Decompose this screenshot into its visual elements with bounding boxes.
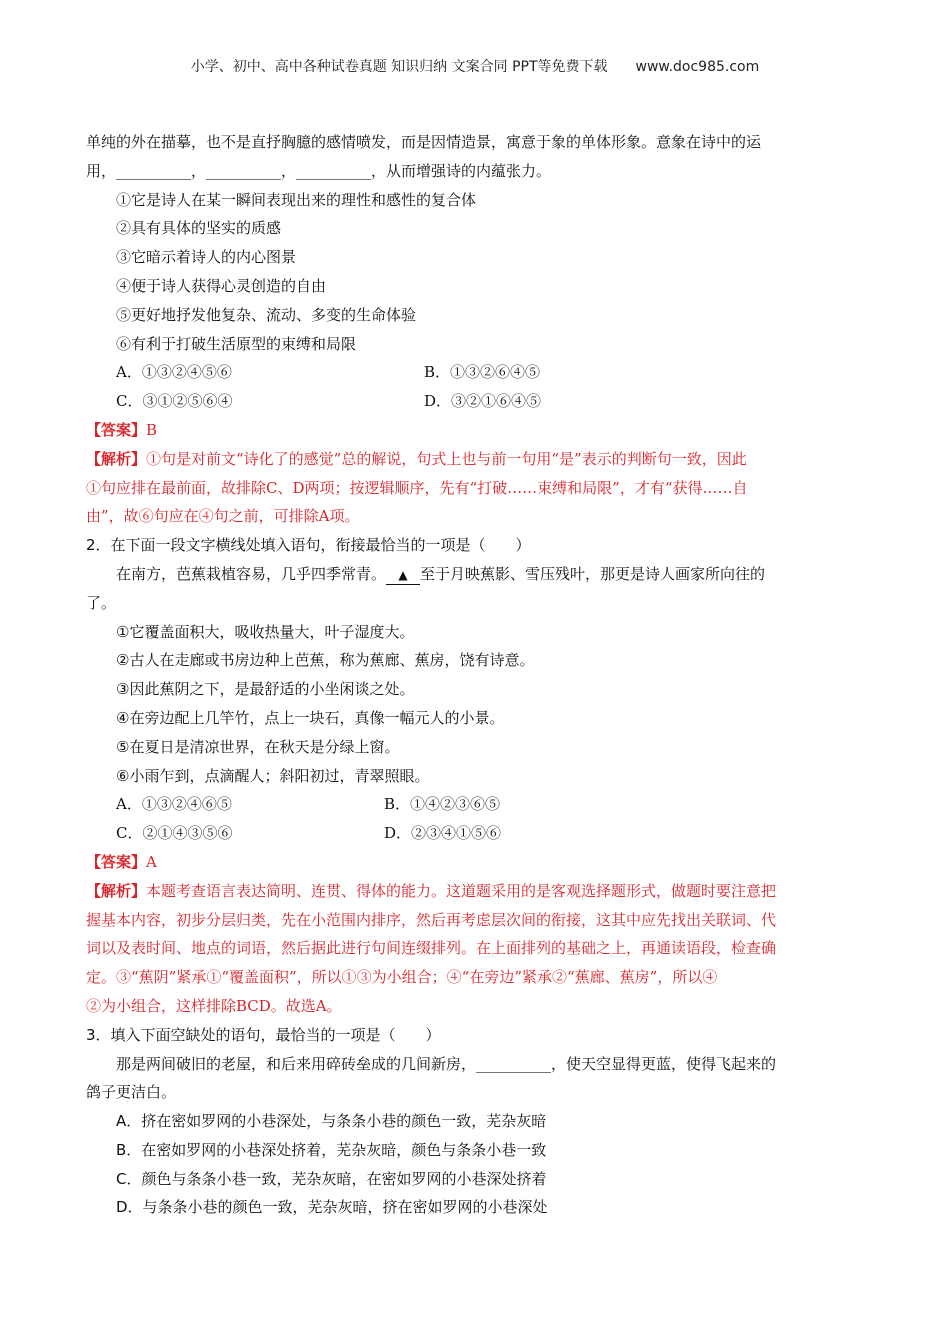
q1-analysis-line-1 — [86, 445, 864, 474]
q2-analysis-tag: 【解析】 — [86, 881, 147, 900]
header-text: 小学、初中、高中各种试卷真题 知识归纳 文案合同 PPT等免费下载 — [190, 59, 608, 75]
q2-passage-line-1 — [86, 560, 864, 589]
q2-analysis-line-2: 握基本内容，初步分层归类，先在小范围内排序，然后再考虑层次间的衔接，这其中应先找出关联词、代 — [86, 910, 777, 929]
q2-item-5: ⑤在夏日是清凉世界，在秋天是分绿上窗。 — [116, 737, 400, 756]
q2-option-b: B．①④②③⑥⑤ — [384, 795, 501, 814]
q1-item-4: ④便于诗人获得心灵创造的自由 — [116, 276, 327, 295]
q2-options-row-1 — [86, 790, 864, 819]
q1-option-b: B．①③②⑥④⑤ — [424, 363, 541, 382]
q1-answer-value: B — [146, 420, 158, 439]
q2-item-6: ⑥小雨乍到，点滴醒人；斜阳初过，青翠照眼。 — [116, 766, 430, 785]
q2-item-4: ④在旁边配上几竿竹，点上一块石，真像一幅元人的小景。 — [116, 708, 505, 727]
q1-options-row-1 — [86, 358, 864, 387]
q1-analysis-line-2: ①句应排在最前面，故排除C、D两项；按逻辑顺序，先有“打破……束缚和局限”，才有“获得……自 — [86, 478, 748, 497]
q2-options-row-2 — [86, 819, 864, 848]
q2-passage-b: 至于月映蕉影、雪压残叶，那更是诗人画家所向往的 — [420, 564, 766, 583]
q1-option-c: C．③①②⑤⑥④ — [116, 392, 233, 411]
q2-passage-a: 在南方，芭蕉栽植容易，几乎四季常青。 — [116, 564, 387, 583]
q2-item-2: ②古人在走廊或书房边种上芭蕉，称为蕉廊、蕉房，饶有诗意。 — [116, 651, 535, 670]
q1-options-row-2 — [86, 387, 864, 416]
page-header — [0, 56, 950, 76]
q1-option-a: A．①③②④⑤⑥ — [116, 363, 232, 382]
q1-analysis-line-3: 由”，故⑥句应在④句之前，可排除A项。 — [86, 507, 360, 526]
header-url[interactable]: www.doc985.com — [635, 59, 760, 75]
q2-option-c: C．②①④③⑤⑥ — [116, 824, 233, 843]
q2-analysis-line-3: 词以及表时间、地点的词语，然后据此进行句间连缀排列。在上面排列的基础之上，再通读语段，检查确 — [86, 939, 777, 958]
q1-item-1: ①它是诗人在某一瞬间表现出来的理性和感性的复合体 — [116, 190, 477, 209]
q2-answer — [86, 848, 864, 877]
q2-item-1: ①它覆盖面积大，吸收热量大，叶子湿度大。 — [116, 622, 415, 641]
q1-item-5: ⑤更好地抒发他复杂、流动、多变的生命体验 — [116, 305, 417, 324]
q2-answer-value: A — [146, 852, 157, 871]
q3-option-c: C．颜色与条条小巷一致，芜杂灰暗，在密如罗网的小巷深处挤着 — [116, 1169, 547, 1188]
q2-stem: 2．在下面一段文字横线处填入语句，衔接最恰当的一项是（ ） — [86, 536, 531, 555]
q1-answer — [86, 416, 864, 445]
q2-item-3: ③因此蕉阴之下，是最舒适的小坐闲谈之处。 — [116, 680, 415, 699]
q1-analysis-tag: 【解析】 — [86, 449, 147, 468]
q1-item-6: ⑥有利于打破生活原型的束缚和局限 — [116, 334, 357, 353]
q1-item-2: ②具有具体的坚实的质感 — [116, 219, 282, 238]
q2-analysis-text-1: 本题考查语言表达简明、连贯、得体的能力。这道题采用的是客观选择题形式，做题时要注意把 — [146, 881, 777, 900]
q3-passage-line-2: 鸽子更洁白。 — [86, 1083, 177, 1102]
blank-triangle-marker: ▲ — [386, 566, 420, 585]
document-body — [86, 128, 864, 1222]
q3-passage-line-1: 那是两间破旧的老屋，和后来用碎砖垒成的几间新房，__________，使天空显得更蓝，使得飞起来的 — [116, 1054, 777, 1073]
q3-option-d: D．与条条小巷的颜色一致，芜杂灰暗，挤在密如罗网的小巷深处 — [116, 1198, 548, 1217]
q2-analysis-line-5: ②为小组合，这样排除BCD。故选A。 — [86, 996, 342, 1015]
q3-option-a: A．挤在密如罗网的小巷深处，与条条小巷的颜色一致，芜杂灰暗 — [116, 1112, 547, 1131]
q2-answer-tag: 【答案】 — [86, 852, 147, 871]
q2-passage-line-2: 了。 — [86, 593, 117, 612]
q1-answer-tag: 【答案】 — [86, 420, 147, 439]
q1-item-3: ③它暗示着诗人的内心图景 — [116, 248, 297, 267]
q1-lead-line-2: 用，__________，__________，__________，从而增强诗的内蕴张力。 — [86, 161, 552, 180]
q2-analysis-line-4: 定。③“蕉阴”紧承①“覆盖面积”，所以①③为小组合；④“在旁边”紧承②“蕉廊、蕉房”，所以④ — [86, 968, 718, 987]
q3-option-b: B．在密如罗网的小巷深处挤着，芜杂灰暗，颜色与条条小巷一致 — [116, 1140, 547, 1159]
q3-stem: 3．填入下面空缺处的语句，最恰当的一项是（ ） — [86, 1025, 441, 1044]
q1-lead-line-1: 单纯的外在描摹，也不是直抒胸臆的感情喷发，而是因情造景，寓意于象的单体形象。意象在诗中的运 — [86, 133, 762, 151]
q1-option-d: D．③②①⑥④⑤ — [424, 392, 542, 411]
q2-option-d: D．②③④①⑤⑥ — [384, 824, 502, 843]
q1-analysis-text-1: ①句是对前文“诗化了的感觉”总的解说，句式上也与前一句用“是”表示的判断句一致，因此 — [146, 449, 747, 468]
q2-analysis-line-1 — [86, 877, 864, 906]
q2-option-a: A．①③②④⑥⑤ — [116, 795, 232, 814]
